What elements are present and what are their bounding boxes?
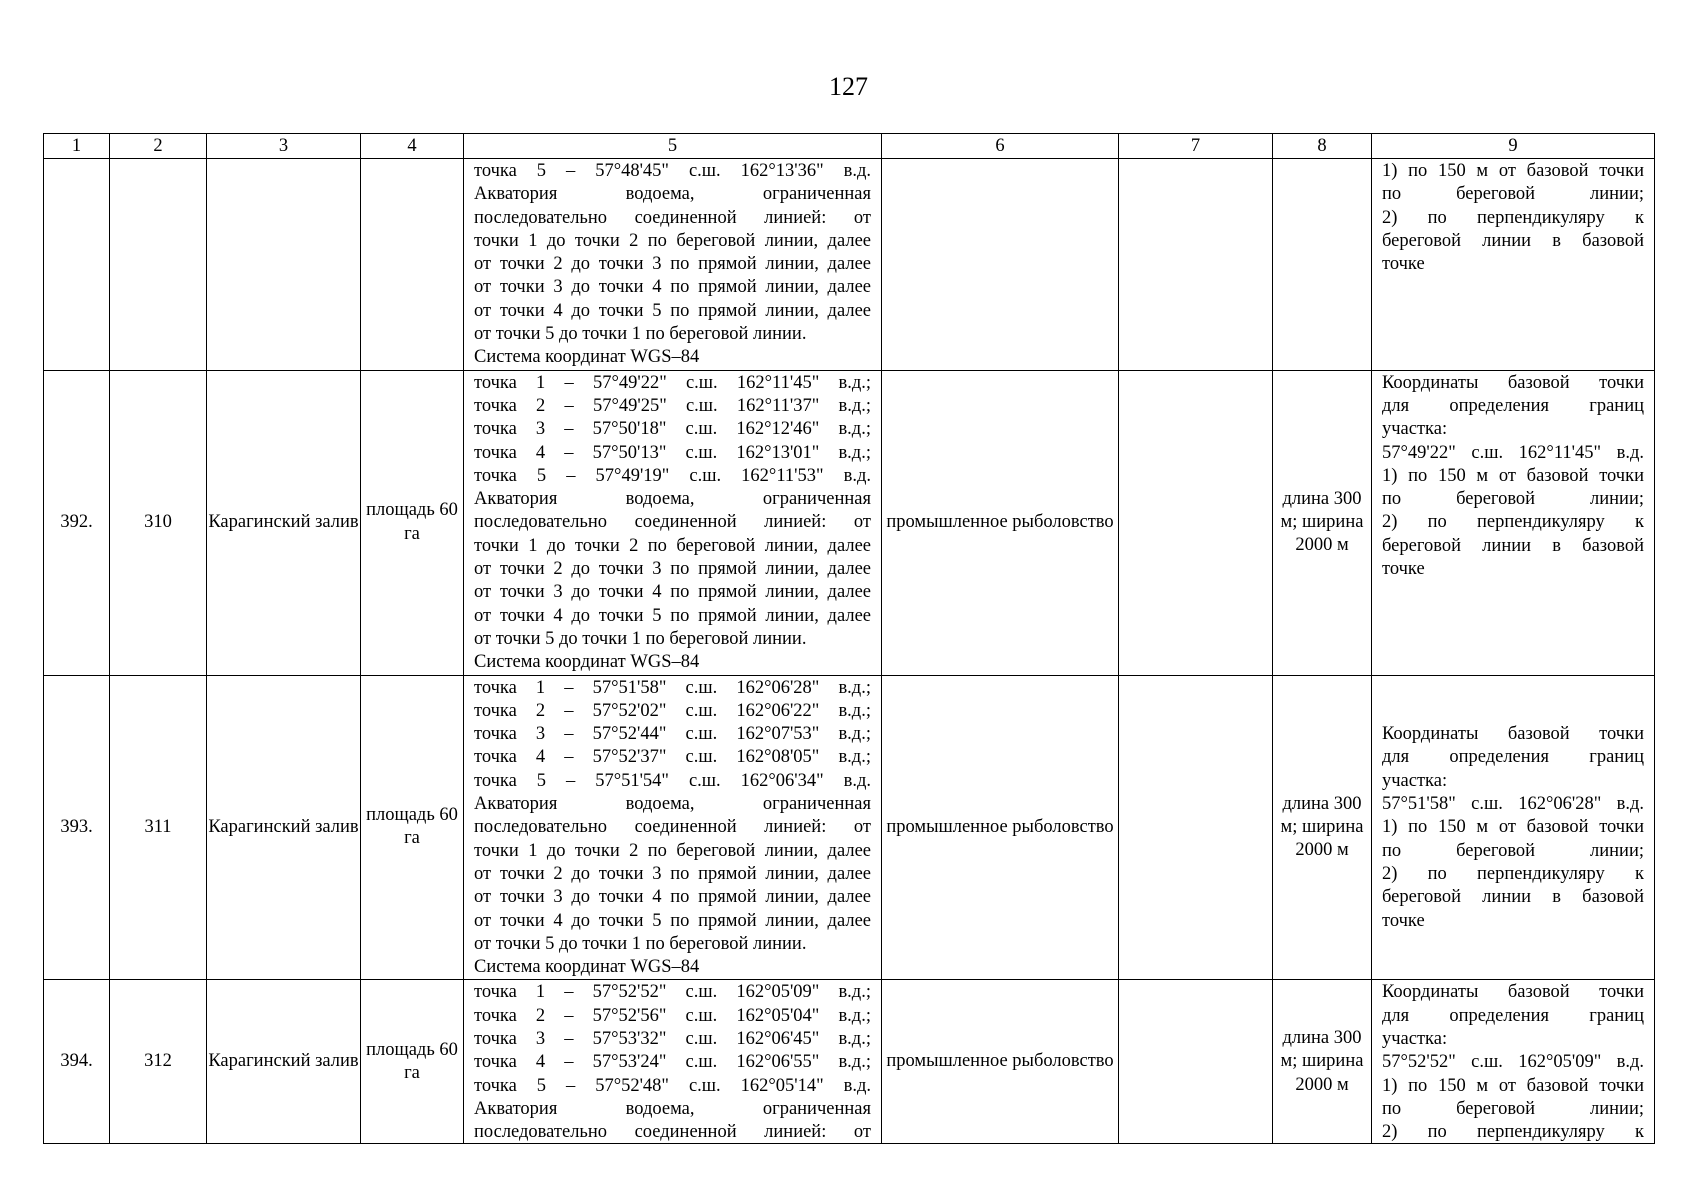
note-line: 1) по 150 м от базовой точки — [1382, 161, 1644, 181]
description-line: от точки 3 до точки 4 по прямой линии, далее — [474, 277, 871, 298]
column-header: 3 — [207, 134, 361, 159]
note-line: по береговой линии; — [1382, 840, 1644, 861]
column-header: 8 — [1273, 134, 1372, 159]
note-cell — [1372, 159, 1655, 371]
area-size-cell: площадь 60 га — [361, 980, 464, 1144]
note-line: 57°51'58" с.ш. 162°06'28" в.д. — [1382, 794, 1644, 815]
description-line: последовательно соединенной линией: от — [474, 207, 871, 228]
area-code-cell — [110, 159, 207, 371]
column-header: 4 — [361, 134, 464, 159]
note-line: 57°49'22" с.ш. 162°11'45" в.д. — [1382, 442, 1644, 463]
page-number: 127 — [829, 72, 868, 101]
note-line: 1) по 150 м от базовой точки — [1382, 817, 1644, 838]
boundary-description-cell — [464, 980, 882, 1144]
note-line: по береговой линии; — [1382, 489, 1644, 510]
description-line: от точки 2 до точки 3 по прямой линии, далее — [474, 559, 871, 580]
note-line: 57°52'52" с.ш. 162°05'09" в.д. — [1382, 1052, 1644, 1073]
note-line: 2) по перпендикуляру к — [1382, 512, 1644, 533]
table-row — [44, 370, 1655, 675]
description-line: точка 3 – 57°50'18" с.ш. 162°12'46" в.д.; — [474, 419, 871, 440]
description-line: точка 3 – 57°52'44" с.ш. 162°07'53" в.д.; — [474, 724, 871, 745]
description-line: точки 1 до точки 2 по береговой линии, далее — [474, 535, 871, 556]
description-line: Акватория водоема, ограниченная — [474, 794, 871, 815]
purpose-cell: промышленное рыболовство — [882, 675, 1119, 980]
purpose-cell: промышленное рыболовство — [882, 980, 1119, 1144]
location-cell: Карагинский залив — [207, 370, 361, 675]
note-line: участка: — [1382, 770, 1448, 791]
column-header: 6 — [882, 134, 1119, 159]
area-size-cell: площадь 60 га — [361, 675, 464, 980]
description-line: от точки 4 до точки 5 по прямой линии, далее — [474, 605, 871, 626]
description-line: Акватория водоема, ограниченная — [474, 1098, 871, 1119]
note-line: береговой линии в базовой — [1382, 887, 1644, 908]
table-row — [44, 675, 1655, 980]
description-line: точка 3 – 57°53'32" с.ш. 162°06'45" в.д.; — [474, 1028, 871, 1049]
description-line: точка 5 – 57°48'45" с.ш. 162°13'36" в.д. — [474, 161, 871, 181]
description-line: точка 4 – 57°53'24" с.ш. 162°06'55" в.д.; — [474, 1052, 871, 1073]
row-number-cell: 393. — [44, 675, 110, 980]
description-line: точка 4 – 57°52'37" с.ш. 162°08'05" в.д.; — [474, 747, 871, 768]
description-line: от точки 3 до точки 4 по прямой линии, далее — [474, 887, 871, 908]
note-cell — [1372, 980, 1655, 1144]
column-7-cell — [1119, 159, 1273, 371]
column-number-header-row — [44, 134, 1655, 159]
description-line: от точки 3 до точки 4 по прямой линии, далее — [474, 582, 871, 603]
description-line: от точки 5 до точки 1 по береговой линии. — [474, 933, 807, 954]
area-code-cell: 311 — [110, 675, 207, 980]
note-line: участка: — [1382, 1028, 1448, 1049]
area-size-cell — [361, 159, 464, 371]
description-line: последовательно соединенной линией: от — [474, 817, 871, 838]
description-line: точка 5 – 57°52'48" с.ш. 162°05'14" в.д. — [474, 1075, 871, 1096]
column-7-cell — [1119, 370, 1273, 675]
note-line: участка: — [1382, 419, 1448, 440]
note-line: для определения границ — [1382, 1005, 1644, 1026]
column-7-cell — [1119, 980, 1273, 1144]
description-line: точка 2 – 57°52'02" с.ш. 162°06'22" в.д.; — [474, 700, 871, 721]
boundary-description-cell — [464, 370, 882, 675]
description-line: точки 1 до точки 2 по береговой линии, далее — [474, 230, 871, 251]
description-line: точка 1 – 57°49'22" с.ш. 162°11'45" в.д.; — [474, 372, 871, 393]
column-header: 2 — [110, 134, 207, 159]
description-line: Система координат WGS–84 — [474, 652, 700, 673]
note-line: для определения границ — [1382, 747, 1644, 768]
area-code-cell: 310 — [110, 370, 207, 675]
column-7-cell — [1119, 675, 1273, 980]
description-line: точка 5 – 57°51'54" с.ш. 162°06'34" в.д. — [474, 770, 871, 791]
note-line: 1) по 150 м от базовой точки — [1382, 465, 1644, 486]
note-line: береговой линии в базовой — [1382, 535, 1644, 556]
table-row — [44, 159, 1655, 371]
note-line: Координаты базовой точки — [1382, 724, 1644, 745]
dimensions-cell: длина 300 м; ширина 2000 м — [1273, 370, 1372, 675]
area-size-cell: площадь 60 га — [361, 370, 464, 675]
boundary-description-cell — [464, 159, 882, 371]
description-line: точка 4 – 57°50'13" с.ш. 162°13'01" в.д.; — [474, 442, 871, 463]
note-line: береговой линии в базовой — [1382, 230, 1644, 251]
description-line: от точки 4 до точки 5 по прямой линии, далее — [474, 910, 871, 931]
purpose-cell — [882, 159, 1119, 371]
area-code-cell: 312 — [110, 980, 207, 1144]
note-cell — [1372, 675, 1655, 980]
note-line: для определения границ — [1382, 395, 1644, 416]
fishing-areas-table — [43, 133, 1655, 1144]
dimensions-cell — [1273, 159, 1372, 371]
description-line: точка 5 – 57°49'19" с.ш. 162°11'53" в.д. — [474, 465, 871, 486]
description-line: точки 1 до точки 2 по береговой линии, далее — [474, 840, 871, 861]
column-header: 7 — [1119, 134, 1273, 159]
note-line: 2) по перпендикуляру к — [1382, 207, 1644, 228]
column-header: 5 — [464, 134, 882, 159]
note-line: Координаты базовой точки — [1382, 372, 1644, 393]
purpose-cell: промышленное рыболовство — [882, 370, 1119, 675]
description-line: последовательно соединенной линией: от — [474, 512, 871, 533]
description-line: точка 2 – 57°49'25" с.ш. 162°11'37" в.д.; — [474, 395, 871, 416]
description-line: от точки 4 до точки 5 по прямой линии, далее — [474, 300, 871, 321]
dimensions-cell: длина 300 м; ширина 2000 м — [1273, 675, 1372, 980]
column-header: 9 — [1372, 134, 1655, 159]
description-line: точка 1 – 57°51'58" с.ш. 162°06'28" в.д.; — [474, 677, 871, 698]
description-line: точка 2 – 57°52'56" с.ш. 162°05'04" в.д.; — [474, 1005, 871, 1026]
location-cell — [207, 159, 361, 371]
description-line: от точки 2 до точки 3 по прямой линии, далее — [474, 863, 871, 884]
note-line: 2) по перпендикуляру к — [1382, 863, 1644, 884]
description-line: от точки 5 до точки 1 по береговой линии. — [474, 628, 807, 649]
note-line: точке — [1382, 910, 1425, 931]
note-line: по береговой линии; — [1382, 184, 1644, 205]
note-line: точке — [1382, 559, 1425, 580]
note-line: 1) по 150 м от базовой точки — [1382, 1075, 1644, 1096]
description-line: Акватория водоема, ограниченная — [474, 489, 871, 510]
description-line: Система координат WGS–84 — [474, 957, 700, 978]
note-line: 2) по перпендикуляру к — [1382, 1122, 1644, 1143]
note-line: Координаты базовой точки — [1382, 982, 1644, 1003]
description-line: точка 1 – 57°52'52" с.ш. 162°05'09" в.д.; — [474, 982, 871, 1003]
dimensions-cell: длина 300 м; ширина 2000 м — [1273, 980, 1372, 1144]
note-line: точке — [1382, 254, 1425, 275]
row-number-cell: 394. — [44, 980, 110, 1144]
boundary-description-cell — [464, 675, 882, 980]
description-line: Система координат WGS–84 — [474, 347, 700, 368]
note-cell — [1372, 370, 1655, 675]
description-line: от точки 5 до точки 1 по береговой линии. — [474, 324, 807, 345]
note-line: по береговой линии; — [1382, 1098, 1644, 1119]
location-cell: Карагинский залив — [207, 980, 361, 1144]
description-line: от точки 2 до точки 3 по прямой линии, далее — [474, 254, 871, 275]
row-number-cell — [44, 159, 110, 371]
row-number-cell: 392. — [44, 370, 110, 675]
column-header: 1 — [44, 134, 110, 159]
description-line: Акватория водоема, ограниченная — [474, 184, 871, 205]
location-cell: Карагинский залив — [207, 675, 361, 980]
table-row — [44, 980, 1655, 1144]
description-line: последовательно соединенной линией: от — [474, 1122, 871, 1143]
